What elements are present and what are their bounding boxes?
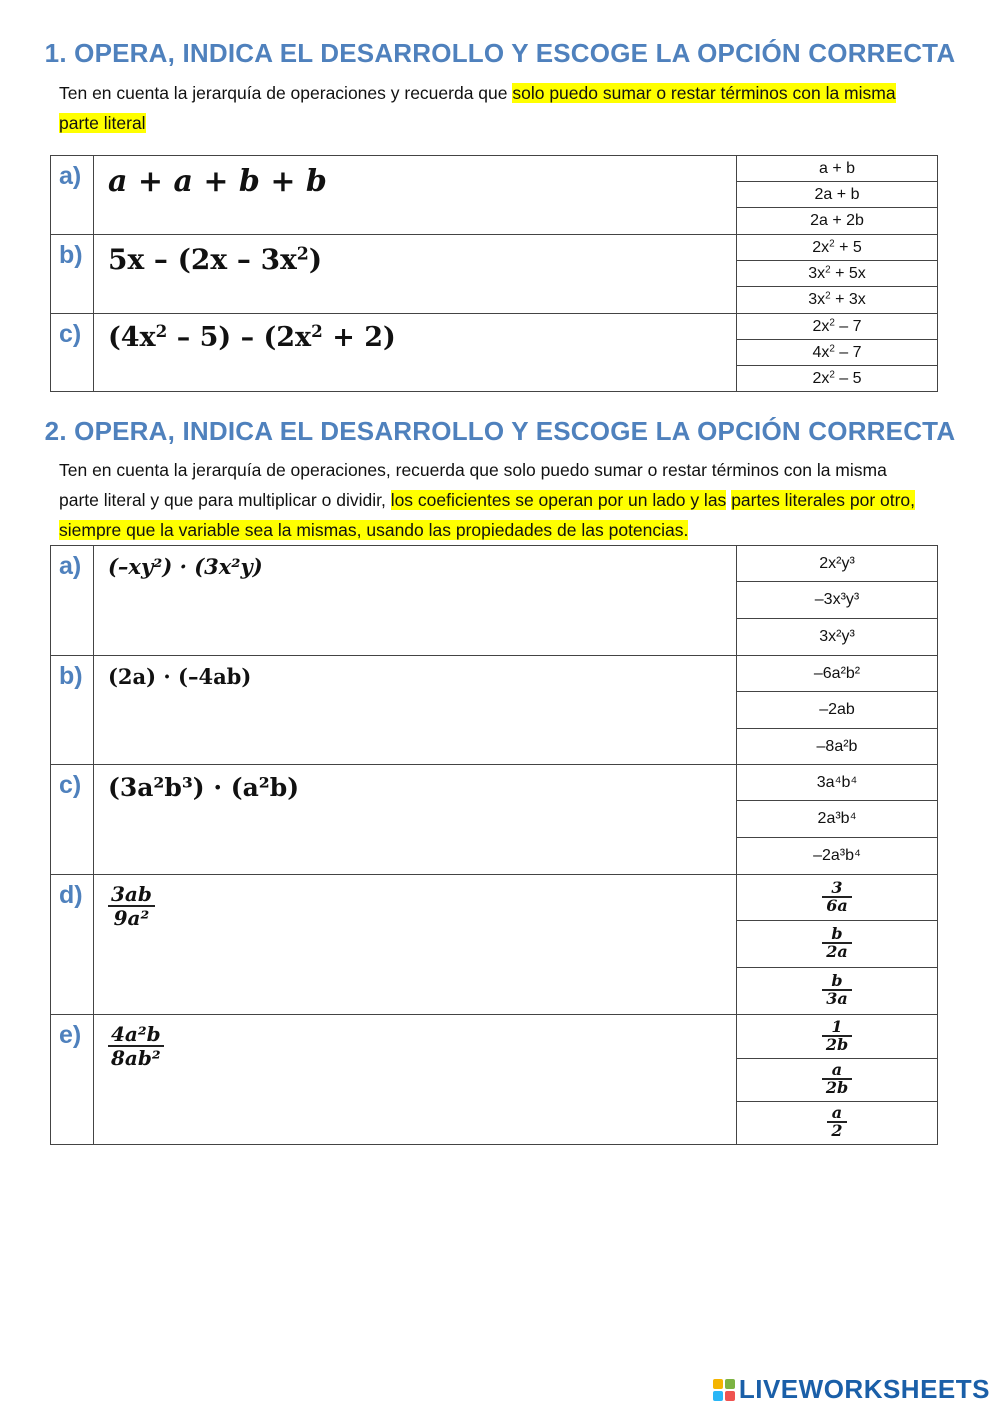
- answer-option[interactable]: $3x^2 + 5x$: [737, 261, 938, 287]
- expression-cell: (3a²b³) · (a²b): [94, 765, 737, 875]
- row-label: e): [51, 1015, 94, 1145]
- section2-table: [50, 545, 938, 1145]
- answer-option[interactable]: $\frac{1}{2b}$: [737, 1015, 938, 1059]
- answer-option[interactable]: –6a²b²: [737, 656, 938, 692]
- answer-option[interactable]: $\frac{b}{2a}$: [737, 921, 938, 968]
- expression-cell: (2a) · (–4ab): [94, 656, 737, 765]
- expression-cell: [94, 235, 737, 314]
- answer-option[interactable]: $3x^2 + 3x$: [737, 287, 938, 314]
- highlighted-rule: partes literales por otro, siempre que la variable sea la mismas, usando las propiedades de las potencias.: [59, 490, 916, 540]
- row-label: c): [51, 765, 94, 875]
- section1-table: [50, 155, 938, 392]
- answer-option[interactable]: 2a³b⁴: [737, 801, 938, 838]
- fraction: $\frac{3ab}{\text{9a²}}$: [108, 883, 155, 929]
- answer-option[interactable]: $2x^2 + 5$: [737, 235, 938, 261]
- fraction: $\frac{\text{4a²b}}{\text{8ab²}}$: [108, 1023, 164, 1069]
- row-label: a): [51, 156, 94, 235]
- logo-icon: [713, 1379, 735, 1401]
- expression-cell: [94, 875, 737, 1015]
- answer-option[interactable]: $4x^2 - 7$: [737, 340, 938, 366]
- answer-option[interactable]: –8a²b: [737, 729, 938, 765]
- answer-option[interactable]: a + b: [737, 156, 938, 182]
- row-label: b): [51, 235, 94, 314]
- instructions-text: Ten en cuenta la jerarquía de operaciones, recuerda que solo puedo sumar o restar términos con la misma parte literal y que para multiplicar o dividir,: [59, 460, 887, 510]
- liveworksheets-logo: [713, 1374, 990, 1405]
- expression-cell: [94, 1015, 737, 1145]
- section1-title: 1. OPERA, INDICA EL DESARROLLO Y ESCOGE LA OPCIÓN CORRECTA: [44, 38, 956, 68]
- answer-option[interactable]: $2x^2 - 5$: [737, 366, 938, 392]
- answer-option[interactable]: –2a³b⁴: [737, 838, 938, 875]
- instructions-text: Ten en cuenta la jerarquía de operaciones y recuerda que: [59, 83, 513, 103]
- expression-cell: a + a + b + b: [94, 156, 737, 235]
- expression-cell: (–xy²) · (3x²y): [94, 546, 737, 656]
- answer-option[interactable]: $2x^2 - 7$: [737, 314, 938, 340]
- section2-instructions: [59, 455, 929, 545]
- expr-exponent: 2: [296, 244, 309, 265]
- row-label: b): [51, 656, 94, 765]
- expression-cell: $(4x^2 - 5) - (2x^2 + 2)$: [94, 314, 737, 392]
- answer-option[interactable]: $\frac{3}{6a}$: [737, 875, 938, 921]
- answer-option[interactable]: $\frac{b}{3a}$: [737, 968, 938, 1015]
- answer-option[interactable]: –2ab: [737, 692, 938, 729]
- answer-option[interactable]: 3a⁴b⁴: [737, 765, 938, 801]
- answer-option[interactable]: –3x³y³: [737, 582, 938, 619]
- brand-name: LIVEWORKSHEETS: [738, 1374, 990, 1404]
- answer-option[interactable]: 2x²y³: [737, 546, 938, 582]
- section1-instructions: [59, 78, 929, 138]
- answer-option[interactable]: 3x²y³: [737, 619, 938, 656]
- row-label: d): [51, 875, 94, 1015]
- answer-option[interactable]: 2a + 2b: [737, 208, 938, 235]
- answer-option[interactable]: $\frac{a}{2b}$: [737, 1059, 938, 1102]
- expr-part: 5x – (2x – 3x: [108, 243, 297, 276]
- row-label: c): [51, 314, 94, 392]
- answer-option[interactable]: 2a + b: [737, 182, 938, 208]
- highlighted-rule: solo puedo sumar o restar términos con la misma parte literal: [59, 83, 896, 133]
- answer-option[interactable]: $\frac{a}{2}$: [737, 1102, 938, 1145]
- highlighted-rule: los coeficientes se operan por un lado y las: [390, 490, 727, 510]
- row-label: a): [51, 546, 94, 656]
- expr-part: ): [308, 243, 323, 276]
- section2-title: 2. OPERA, INDICA EL DESARROLLO Y ESCOGE LA OPCIÓN CORRECTA: [44, 416, 956, 446]
